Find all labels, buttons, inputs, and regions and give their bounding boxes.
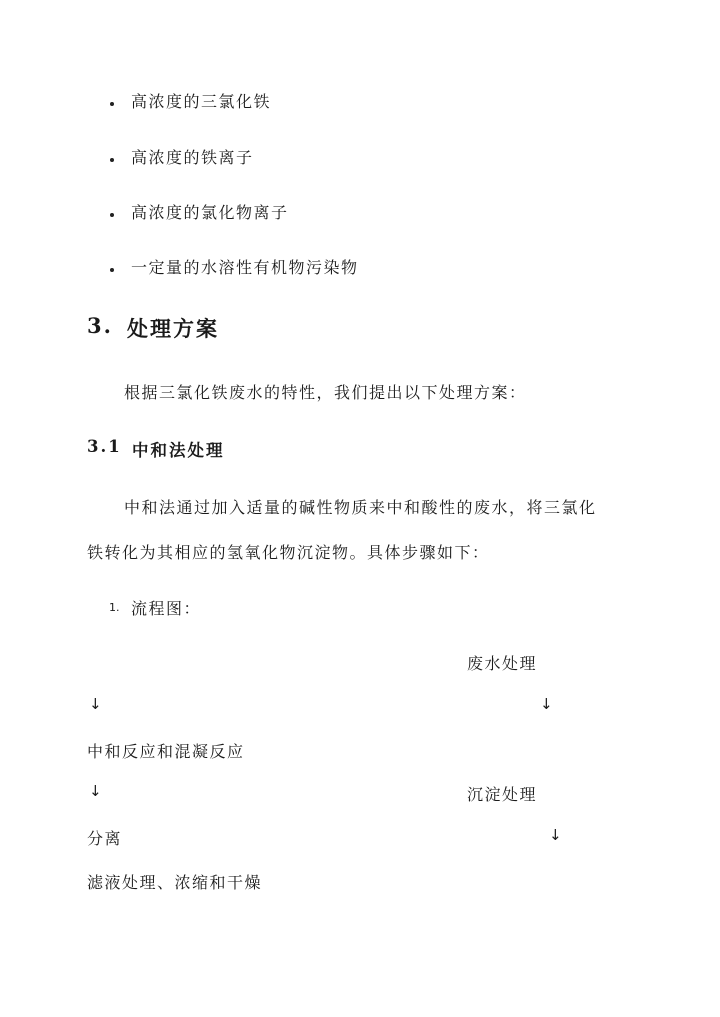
paragraph-line: 中和法通过加入适量的碱性物质来中和酸性的废水，将三氯化 [124, 498, 597, 517]
bullet-item: 一定量的水溶性有机物污染物 [131, 258, 359, 277]
section-number: 3. [87, 313, 113, 338]
down-arrow-icon: ↓ [89, 782, 102, 800]
down-arrow-icon: ↓ [89, 695, 102, 713]
subsection-title: 中和法处理 [132, 441, 225, 460]
section-intro-paragraph: 根据三氯化铁废水的特性，我们提出以下处理方案： [124, 383, 527, 402]
bullet-item: 高浓度的铁离子 [131, 148, 254, 167]
paragraph-line: 铁转化为其相应的氢氧化物沉淀物。具体步骤如下： [87, 543, 490, 562]
flow-left-step-neutralization: 中和反应和混凝反应 [87, 742, 245, 761]
down-arrow-icon: ↓ [549, 826, 562, 844]
section-title: 处理方案 [127, 316, 219, 341]
subsection-number: 3.1 [87, 437, 122, 456]
bullet-dot-icon [110, 158, 114, 162]
bullet-dot-icon [110, 268, 114, 272]
flow-left-step-separation: 分离 [87, 829, 123, 848]
list-number: 1. [109, 601, 120, 614]
bullet-dot-icon [110, 213, 114, 217]
bullet-item: 高浓度的氯化物离子 [131, 203, 289, 222]
bullet-item: 高浓度的三氯化铁 [131, 92, 272, 111]
flow-left-step-filtrate: 滤液处理、浓缩和干燥 [87, 873, 263, 892]
flow-right-step-wastewater: 废水处理 [467, 654, 538, 673]
down-arrow-icon: ↓ [540, 695, 553, 713]
list-item-label: 流程图： [131, 599, 202, 618]
bullet-dot-icon [110, 102, 114, 106]
flow-right-step-sediment: 沉淀处理 [467, 785, 538, 804]
